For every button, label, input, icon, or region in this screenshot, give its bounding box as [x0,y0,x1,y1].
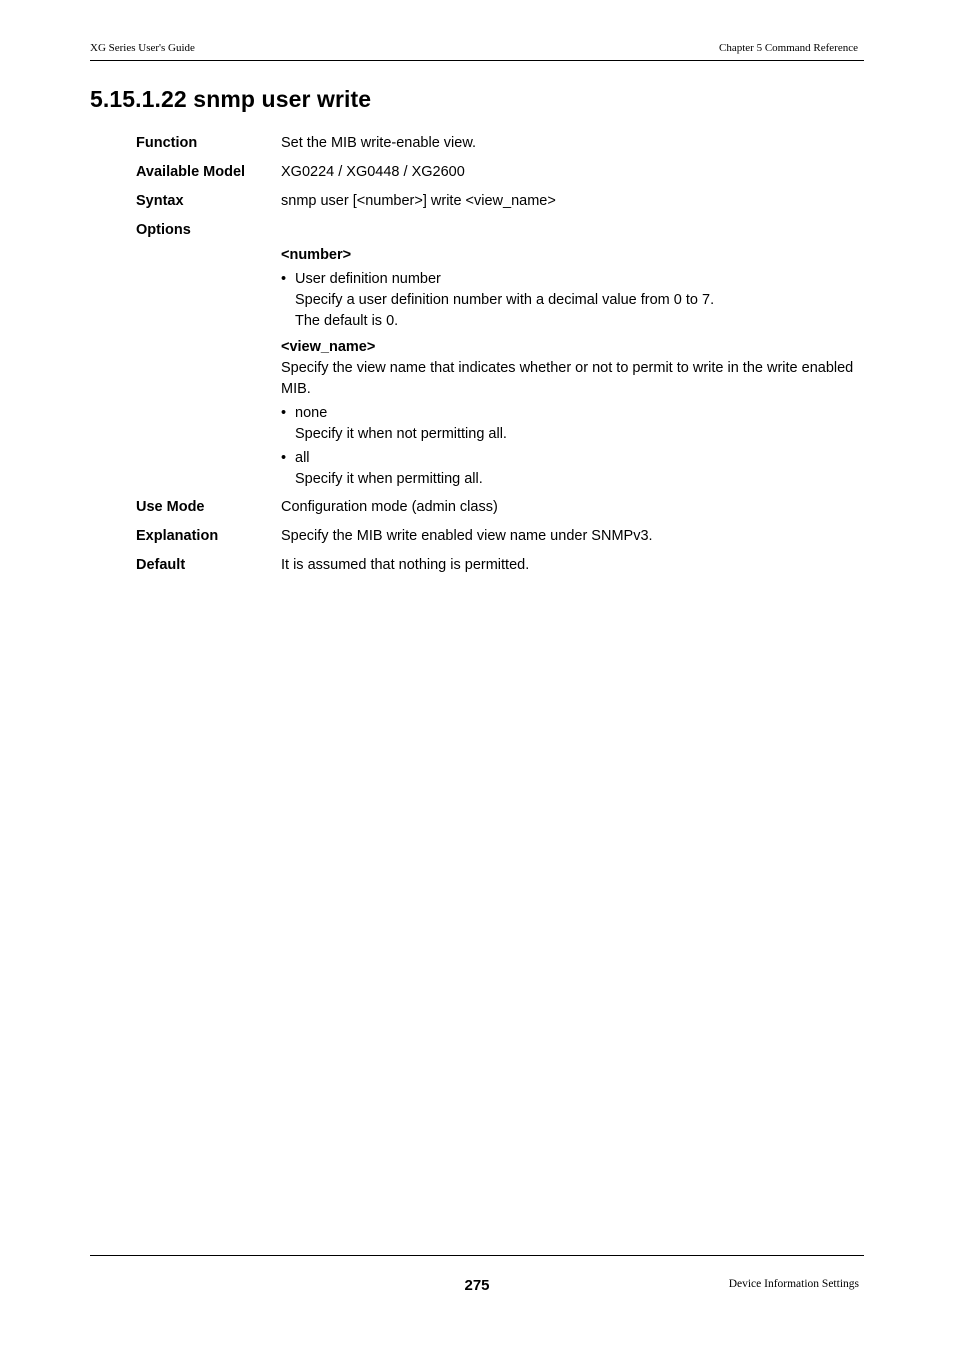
bullet-icon: • [281,405,287,421]
option-item-none-desc: Specify it when not permitting all. [295,426,507,442]
header-rule [90,60,864,61]
option-item-all-name: all [295,450,310,466]
option-number-bullet [281,269,866,290]
function-label: Function [136,135,198,151]
model-label: Available Model [136,164,246,180]
option-number-desc-2: The default is 0. [295,313,399,329]
option-number-heading: <number> [281,247,352,263]
use-mode-label: Use Mode [136,499,205,515]
option-view-name-item-all [281,448,866,469]
option-view-name-item-none [281,403,866,424]
option-item-none-name: none [295,405,328,421]
syntax-value: snmp user [<number>] write <view_name> [281,193,556,209]
option-number [281,245,866,332]
default-label: Default [136,557,186,573]
explanation-label: Explanation [136,528,219,544]
bullet-icon: • [281,450,287,466]
option-number-desc-1: Specify a user definition number with a decimal value from 0 to 7. [295,292,715,308]
footer-rule [90,1255,864,1256]
options-label: Options [136,222,191,238]
option-item-all-desc: Specify it when permitting all. [295,471,483,487]
option-view-name-heading: <view_name> [281,339,376,355]
header-chapter: Chapter 5 Command Reference [719,42,858,54]
option-view-name [281,337,866,490]
bullet-icon: • [281,271,287,287]
explanation-value: Specify the MIB write enabled view name under SNMPv3. [281,528,653,544]
use-mode-value: Configuration mode (admin class) [281,499,498,515]
option-view-name-desc: Specify the view name that indicates whether or not to permit to write in the write enabled MIB. [281,360,854,397]
default-value: It is assumed that nothing is permitted. [281,557,530,573]
footer-section-name: Device Information Settings [728,1278,859,1290]
section-title: 5.15.1.22 snmp user write [90,86,372,112]
model-value: XG0224 / XG0448 / XG2600 [281,164,465,180]
function-value: Set the MIB write-enable view. [281,135,477,151]
syntax-label: Syntax [136,193,184,209]
page-number: 275 [464,1277,490,1294]
option-number-bullet-text: User definition number [295,271,441,287]
header-guide-title: XG Series User's Guide [90,42,195,54]
